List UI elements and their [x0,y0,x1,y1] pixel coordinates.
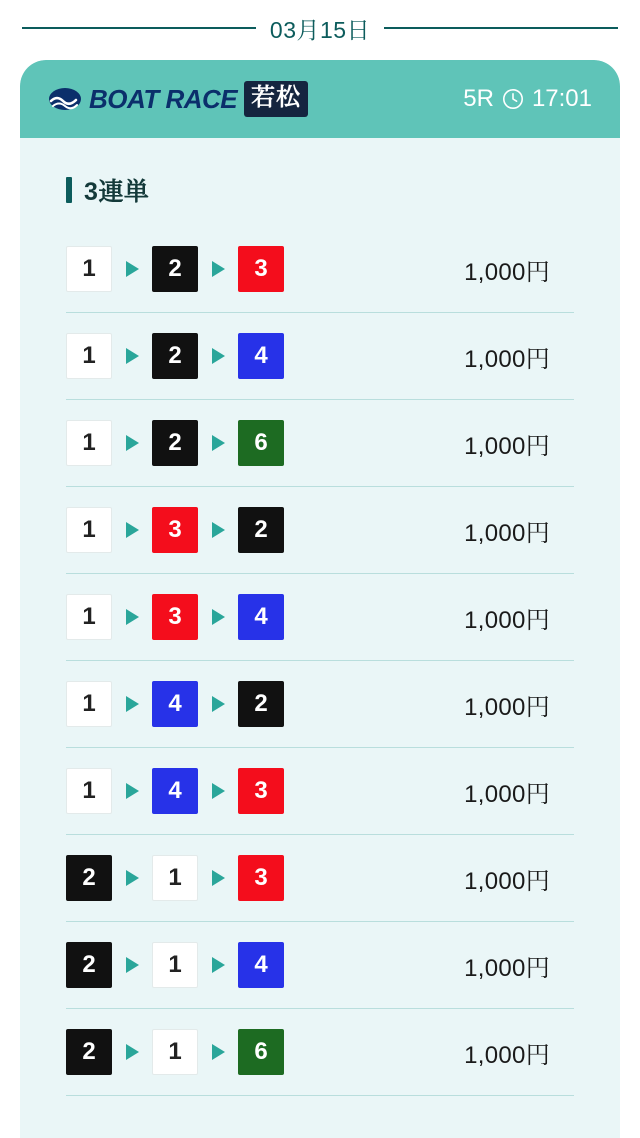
bet-combination [66,420,316,466]
triangle-right-icon [210,347,226,365]
header-rule-right [384,27,618,29]
triangle-right-icon [124,869,140,887]
bet-combination [66,942,316,988]
triangle-right-icon [210,608,226,626]
triangle-right-icon [210,260,226,278]
bet-amount: 1,000円 [464,345,550,373]
date-header [0,0,640,56]
lane-number-6: 6 [238,1029,284,1075]
boatrace-logo [48,81,308,117]
lane-number-1: 1 [152,855,198,901]
triangle-right-icon [124,608,140,626]
lane-number-1: 1 [66,507,112,553]
lane-number-3: 3 [238,768,284,814]
bet-amount: 1,000円 [464,867,550,895]
triangle-right-icon [124,521,140,539]
bet-type-title [20,138,620,226]
bet-amount: 1,000円 [464,606,550,634]
lane-number-1: 1 [152,942,198,988]
wave-icon [48,86,82,112]
bet-combination [66,594,316,640]
lane-number-6: 6 [238,420,284,466]
triangle-right-icon [210,956,226,974]
bet-amount: 1,000円 [464,432,550,460]
bet-amount: 1,000円 [464,954,550,982]
bet-amount: 1,000円 [464,780,550,808]
bet-amount: 1,000円 [464,693,550,721]
bet-row[interactable] [66,661,574,748]
bet-type-label: 3連単 [84,178,150,206]
brand-name: BOAT RACE [89,84,238,114]
bet-row[interactable] [66,1009,574,1096]
triangle-right-icon [124,1043,140,1061]
bet-combination [66,246,316,292]
bet-row[interactable] [66,313,574,400]
venue-name: 若松 [244,81,308,117]
lane-number-2: 2 [238,507,284,553]
lane-number-2: 2 [152,246,198,292]
bet-combination [66,333,316,379]
triangle-right-icon [210,695,226,713]
lane-number-2: 2 [238,681,284,727]
triangle-right-icon [124,695,140,713]
lane-number-3: 3 [238,246,284,292]
triangle-right-icon [124,260,140,278]
lane-number-3: 3 [238,855,284,901]
bet-combination [66,855,316,901]
bet-row[interactable] [66,487,574,574]
header-date: 03月15日 [269,16,371,43]
bet-combination [66,681,316,727]
triangle-right-icon [124,782,140,800]
bet-combination [66,1029,316,1075]
lane-number-3: 3 [152,507,198,553]
bet-row[interactable] [66,835,574,922]
triangle-right-icon [210,782,226,800]
bet-row[interactable] [66,922,574,1009]
triangle-right-icon [210,869,226,887]
race-time: 17:01 [531,85,592,112]
bet-amount: 1,000円 [464,258,550,286]
lane-number-2: 2 [152,420,198,466]
triangle-right-icon [124,956,140,974]
lane-number-2: 2 [152,333,198,379]
lane-number-1: 1 [66,768,112,814]
bet-row[interactable] [66,748,574,835]
lane-number-4: 4 [238,333,284,379]
clock-icon [502,88,524,110]
lane-number-1: 1 [152,1029,198,1075]
race-meta [463,85,592,113]
title-accent-bar [66,177,72,203]
lane-number-4: 4 [152,681,198,727]
race-card-header [20,60,620,138]
triangle-right-icon [124,347,140,365]
bet-amount: 1,000円 [464,519,550,547]
race-round: 5R [463,85,494,112]
triangle-right-icon [210,434,226,452]
bet-combination [66,507,316,553]
lane-number-1: 1 [66,246,112,292]
bet-amount: 1,000円 [464,1041,550,1069]
bet-row[interactable] [66,574,574,661]
lane-number-4: 4 [152,768,198,814]
lane-number-1: 1 [66,681,112,727]
triangle-right-icon [210,521,226,539]
triangle-right-icon [210,1043,226,1061]
lane-number-2: 2 [66,1029,112,1075]
race-card [20,60,620,1138]
lane-number-4: 4 [238,942,284,988]
lane-number-4: 4 [238,594,284,640]
lane-number-3: 3 [152,594,198,640]
lane-number-1: 1 [66,420,112,466]
lane-number-1: 1 [66,594,112,640]
header-rule-left [22,27,256,29]
bet-row[interactable] [66,400,574,487]
bet-row[interactable] [66,226,574,313]
bet-list [20,226,620,1096]
lane-number-2: 2 [66,942,112,988]
lane-number-2: 2 [66,855,112,901]
bet-combination [66,768,316,814]
triangle-right-icon [124,434,140,452]
lane-number-1: 1 [66,333,112,379]
